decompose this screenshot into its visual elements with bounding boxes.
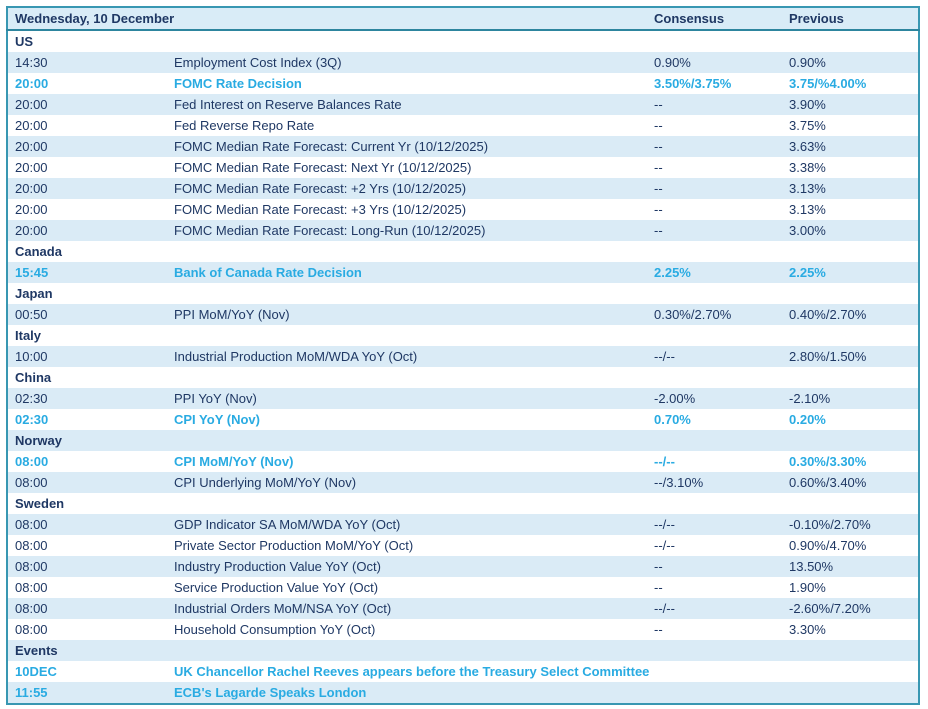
previous-cell: 0.20% (789, 412, 826, 427)
time-cell: 20:00 (15, 97, 48, 112)
previous-cell: 3.75% (789, 118, 826, 133)
economic-calendar-table (6, 6, 920, 705)
previous-cell: 3.38% (789, 160, 826, 175)
event-row (7, 52, 919, 73)
time-cell: 08:00 (15, 559, 48, 574)
previous-cell: -0.10%/2.70% (789, 517, 871, 532)
time-cell: 08:00 (15, 622, 48, 637)
event-cell: Private Sector Production MoM/YoY (Oct) (174, 538, 414, 553)
event-cell: FOMC Rate Decision (174, 76, 302, 91)
event-cell: FOMC Median Rate Forecast: Long-Run (10/12/2025) (174, 223, 486, 238)
consensus-cell: 2.25% (654, 265, 691, 280)
time-cell: 20:00 (15, 139, 48, 154)
consensus-cell: 3.50%/3.75% (654, 76, 732, 91)
event-row (7, 136, 919, 157)
section-row (7, 640, 919, 661)
time-cell: 08:00 (15, 580, 48, 595)
section-row (7, 430, 919, 451)
section-label: Canada (15, 244, 62, 259)
previous-cell: 3.13% (789, 202, 826, 217)
event-row (7, 682, 919, 704)
consensus-cell: -- (654, 622, 663, 637)
consensus-cell: -- (654, 160, 663, 175)
previous-cell: 3.75/%4.00% (789, 76, 867, 91)
time-cell: 00:50 (15, 307, 48, 322)
event-cell: UK Chancellor Rachel Reeves appears before the Treasury Select Committee (174, 664, 650, 679)
section-row (7, 325, 919, 346)
event-row (7, 598, 919, 619)
time-cell: 08:00 (15, 601, 48, 616)
event-cell: Fed Reverse Repo Rate (174, 118, 315, 133)
previous-cell (789, 682, 919, 704)
consensus-cell: --/-- (654, 601, 675, 616)
consensus-cell: 0.90% (654, 55, 691, 70)
time-cell: 02:30 (15, 412, 49, 427)
time-cell: 11:55 (15, 685, 48, 700)
consensus-cell: -- (654, 559, 663, 574)
section-label: Japan (15, 286, 53, 301)
event-row (7, 304, 919, 325)
consensus-cell: -- (654, 139, 663, 154)
event-row (7, 115, 919, 136)
section-row (7, 493, 919, 514)
event-row (7, 157, 919, 178)
time-cell: 10DEC (15, 664, 57, 679)
event-row (7, 619, 919, 640)
event-cell: PPI MoM/YoY (Nov) (174, 307, 290, 322)
event-row (7, 346, 919, 367)
consensus-cell: -- (654, 97, 663, 112)
consensus-cell: -- (654, 118, 663, 133)
date-header: Wednesday, 10 December (7, 7, 654, 30)
consensus-column-header: Consensus (654, 7, 789, 30)
time-cell: 08:00 (15, 517, 48, 532)
previous-cell: 0.40%/2.70% (789, 307, 867, 322)
time-cell: 08:00 (15, 538, 48, 553)
event-cell: GDP Indicator SA MoM/WDA YoY (Oct) (174, 517, 401, 532)
previous-cell: 0.60%/3.40% (789, 475, 867, 490)
section-label: Norway (15, 433, 62, 448)
time-cell: 10:00 (15, 349, 48, 364)
section-row (7, 367, 919, 388)
previous-cell: 0.90% (789, 55, 826, 70)
event-cell: CPI Underlying MoM/YoY (Nov) (174, 475, 357, 490)
section-row (7, 30, 919, 52)
header-row (7, 7, 919, 30)
previous-cell: 13.50% (789, 559, 834, 574)
time-cell: 08:00 (15, 454, 49, 469)
previous-cell: 3.00% (789, 223, 826, 238)
consensus-cell: -- (654, 181, 663, 196)
previous-cell: 3.63% (789, 139, 826, 154)
event-row (7, 472, 919, 493)
event-row (7, 220, 919, 241)
time-cell: 20:00 (15, 76, 49, 91)
consensus-cell: -- (654, 223, 663, 238)
consensus-cell (654, 661, 789, 682)
section-label: Sweden (15, 496, 65, 511)
time-cell: 02:30 (15, 391, 48, 406)
event-cell: Household Consumption YoY (Oct) (174, 622, 376, 637)
event-row (7, 178, 919, 199)
time-cell: 15:45 (15, 265, 49, 280)
event-cell: CPI YoY (Nov) (174, 412, 260, 427)
event-row (7, 451, 919, 472)
previous-column-header: Previous (789, 7, 919, 30)
consensus-cell: -- (654, 202, 663, 217)
event-cell: FOMC Median Rate Forecast: +2 Yrs (10/12/2025) (174, 181, 467, 196)
previous-cell: 3.90% (789, 97, 826, 112)
previous-cell: 0.30%/3.30% (789, 454, 867, 469)
event-cell: CPI MoM/YoY (Nov) (174, 454, 294, 469)
previous-cell: -2.10% (789, 391, 831, 406)
time-cell: 20:00 (15, 181, 48, 196)
event-cell: Industry Production Value YoY (Oct) (174, 559, 381, 574)
time-cell: 20:00 (15, 160, 48, 175)
consensus-cell: 0.30%/2.70% (654, 307, 732, 322)
previous-cell: -2.60%/7.20% (789, 601, 871, 616)
section-label: US (15, 34, 34, 49)
event-row (7, 556, 919, 577)
time-cell: 20:00 (15, 223, 48, 238)
consensus-cell: 0.70% (654, 412, 691, 427)
consensus-cell: --/-- (654, 538, 675, 553)
event-cell: FOMC Median Rate Forecast: Current Yr (10/12/2025) (174, 139, 489, 154)
event-row (7, 262, 919, 283)
consensus-cell: -2.00% (654, 391, 696, 406)
event-row (7, 409, 919, 430)
section-label: Events (15, 643, 58, 658)
consensus-cell (654, 682, 789, 704)
previous-cell: 3.13% (789, 181, 826, 196)
section-label: China (15, 370, 52, 385)
event-row (7, 73, 919, 94)
section-label: Italy (15, 328, 42, 343)
event-row (7, 661, 919, 682)
event-row (7, 388, 919, 409)
consensus-cell: --/-- (654, 454, 675, 469)
previous-cell: 3.30% (789, 622, 826, 637)
consensus-cell: --/-- (654, 349, 675, 364)
section-row (7, 241, 919, 262)
section-row (7, 283, 919, 304)
event-cell: Bank of Canada Rate Decision (174, 265, 362, 280)
previous-cell: 1.90% (789, 580, 826, 595)
calendar-header (7, 7, 919, 30)
previous-cell: 2.25% (789, 265, 826, 280)
event-row (7, 514, 919, 535)
time-cell: 14:30 (15, 55, 48, 70)
consensus-cell: -- (654, 580, 663, 595)
event-cell: Fed Interest on Reserve Balances Rate (174, 97, 402, 112)
time-cell: 20:00 (15, 118, 48, 133)
event-row (7, 199, 919, 220)
previous-cell (789, 661, 919, 682)
previous-cell: 2.80%/1.50% (789, 349, 867, 364)
time-cell: 08:00 (15, 475, 48, 490)
previous-cell: 0.90%/4.70% (789, 538, 867, 553)
consensus-cell: --/3.10% (654, 475, 704, 490)
event-row (7, 577, 919, 598)
calendar-body (7, 30, 919, 704)
economic-calendar (6, 6, 920, 705)
event-cell: Employment Cost Index (3Q) (174, 55, 342, 70)
event-cell: FOMC Median Rate Forecast: Next Yr (10/12/2025) (174, 160, 472, 175)
time-cell: 20:00 (15, 202, 48, 217)
event-cell: FOMC Median Rate Forecast: +3 Yrs (10/12/2025) (174, 202, 467, 217)
event-row (7, 94, 919, 115)
event-cell: Service Production Value YoY (Oct) (174, 580, 379, 595)
event-cell: Industrial Production MoM/WDA YoY (Oct) (174, 349, 418, 364)
consensus-cell: --/-- (654, 517, 675, 532)
event-cell: PPI YoY (Nov) (174, 391, 257, 406)
event-cell: ECB's Lagarde Speaks London (174, 685, 367, 700)
event-cell: Industrial Orders MoM/NSA YoY (Oct) (174, 601, 392, 616)
event-row (7, 535, 919, 556)
